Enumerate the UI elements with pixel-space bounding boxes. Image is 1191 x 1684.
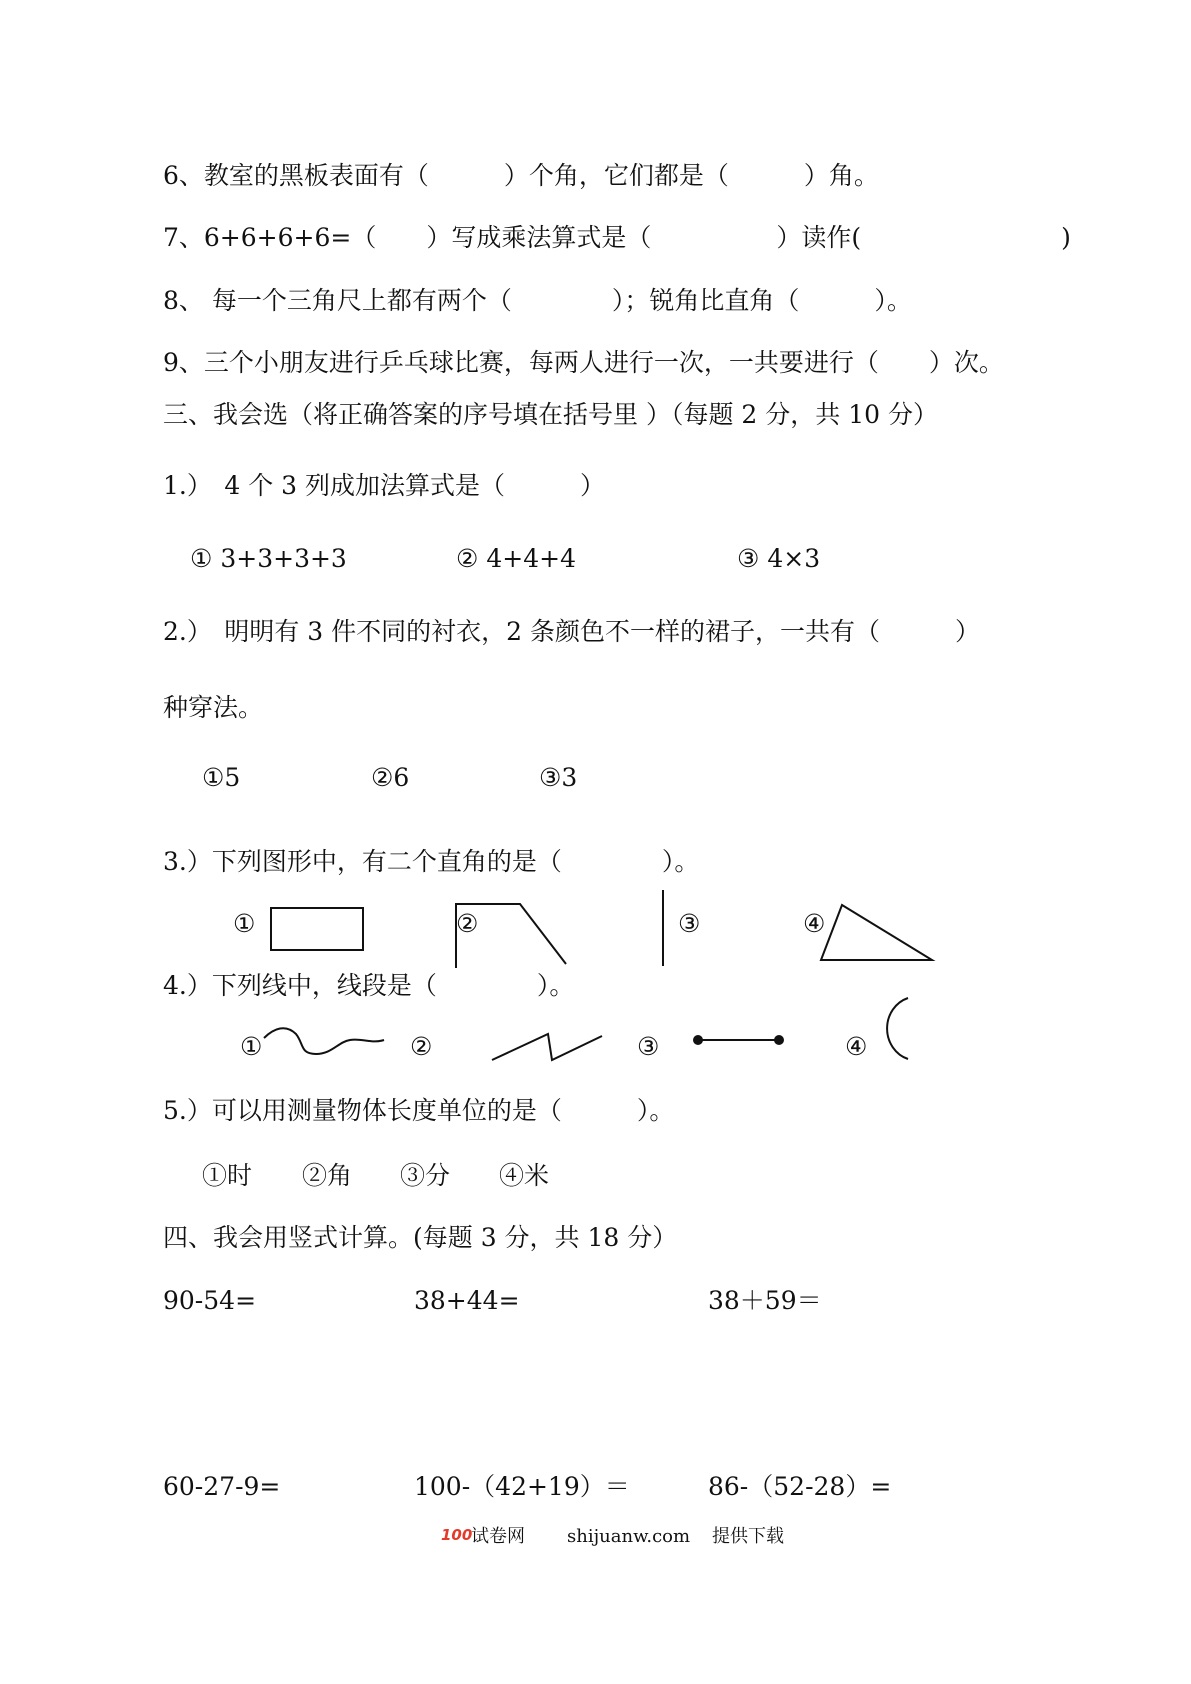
arc-figure	[872, 995, 912, 1065]
shape-marker-4: ④	[803, 909, 826, 938]
curve-line-figure	[262, 1020, 387, 1065]
choice-5-option-3: ③分	[400, 1161, 451, 1190]
footer-domain: shijuanw.com	[567, 1526, 691, 1547]
shape-marker-2: ②	[456, 909, 479, 938]
choice-2-option-1: ①5	[202, 763, 241, 792]
site-logo-number: 100	[441, 1526, 473, 1544]
rectangle-figure	[268, 905, 368, 955]
choice-5-option-2: ②角	[302, 1161, 353, 1190]
choice-question-2: 2.） 明明有 3 件不同的衬衣，2 条颜色不一样的裙子，一共有（ ）	[163, 617, 981, 646]
choice-question-2-cont: 种穿法。	[163, 693, 264, 722]
calc-2: 38+44=	[414, 1286, 520, 1315]
vertical-line-figure	[658, 888, 668, 968]
section-4-heading: 四、我会用竖式计算。(每题 3 分，共 18 分）	[163, 1223, 678, 1252]
choice-5-option-4: ④米	[499, 1161, 550, 1190]
line-marker-3: ③	[637, 1032, 660, 1061]
line-marker-2: ②	[410, 1032, 433, 1061]
choice-1-option-3: ③ 4×3	[737, 544, 821, 573]
choice-question-4: 4.）下列线中，线段是（ ）。	[163, 971, 575, 1000]
choice-question-1: 1.） 4 个 3 列成加法算式是（ ）	[163, 471, 606, 500]
calc-5: 100-（42+19）＝	[414, 1472, 630, 1501]
calc-4: 60-27-9=	[163, 1472, 281, 1501]
zigzag-line-figure	[490, 1020, 605, 1065]
calc-1: 90-54=	[163, 1286, 257, 1315]
line-segment-figure	[690, 1030, 790, 1050]
calc-3: 38＋59＝	[708, 1286, 822, 1315]
shape-marker-1: ①	[233, 909, 256, 938]
choice-1-option-2: ② 4+4+4	[456, 544, 576, 573]
section-3-heading: 三、我会选（将正确答案的序号填在括号里 ）（每题 2 分，共 10 分）	[163, 400, 938, 429]
choice-5-option-1: ①时	[202, 1161, 253, 1190]
choice-question-5: 5.）可以用测量物体长度单位的是（ ）。	[163, 1096, 675, 1125]
right-angle-slant-figure	[450, 900, 570, 970]
line-marker-1: ①	[240, 1032, 263, 1061]
calc-6: 86-（52-28）=	[708, 1472, 892, 1501]
line-marker-4: ④	[845, 1032, 868, 1061]
choice-2-option-3: ③3	[539, 763, 578, 792]
choice-question-3: 3.）下列图形中，有二个直角的是（ ）。	[163, 847, 700, 876]
shape-marker-3: ③	[678, 909, 701, 938]
triangle-figure	[818, 900, 938, 965]
question-8: 8、 每一个三角尺上都有两个（ ）；锐角比直角（ ）。	[163, 286, 912, 315]
footer-site-name: 试卷网	[471, 1526, 525, 1547]
footer-provide: 提供下载	[712, 1526, 784, 1547]
choice-2-option-2: ②6	[371, 763, 410, 792]
question-9: 9、三个小朋友进行乒乓球比赛，每两人进行一次，一共要进行（ ）次。	[163, 348, 1004, 377]
question-6: 6、教室的黑板表面有（ ）个角，它们都是（ ）角。	[163, 161, 879, 190]
question-7: 7、6+6+6+6=（ ）写成乘法算式是（ ）读作( )	[163, 223, 1071, 252]
choice-1-option-1: ① 3+3+3+3	[190, 544, 347, 573]
